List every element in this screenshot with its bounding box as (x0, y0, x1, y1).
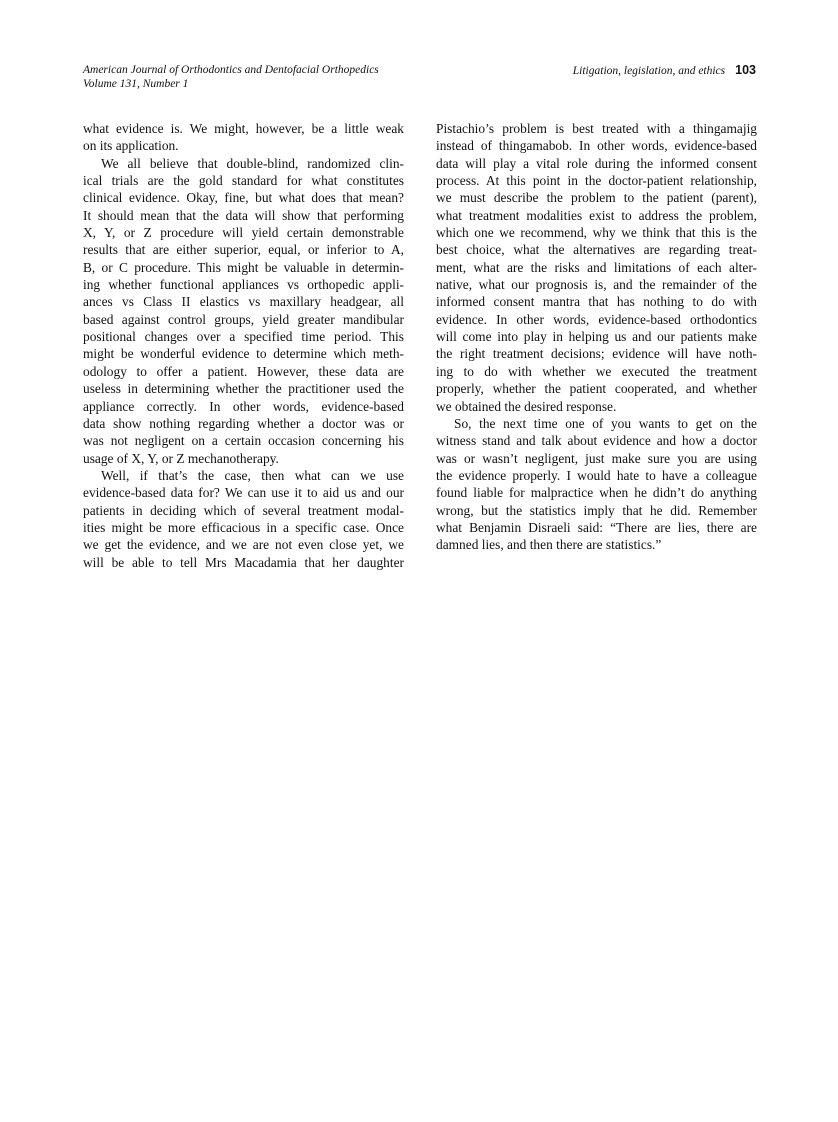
text-line: ing whether functional appliances vs orthopedic appli- (83, 277, 404, 293)
text-line: was or wasn’t negligent, just make sure you are using (436, 450, 757, 466)
text-line: ment, what are the risks and limitations of each alter- (436, 259, 757, 275)
text-line: X, Y, or Z procedure will yield certain demonstrable (83, 225, 404, 241)
text-line: results that are either superior, equal, or inferior to A, (83, 242, 404, 258)
text-line: So, the next time one of you wants to get on the (454, 415, 757, 431)
text-line: ical trials are the gold standard for what constitutes (83, 173, 404, 189)
text-line: data show nothing regarding whether a doctor was or (83, 415, 404, 431)
text-line: Pistachio’s problem is best treated with a thingamajig (436, 121, 757, 136)
paragraph (83, 467, 404, 571)
text-line: appliance correctly. In other words, evidence-based (83, 398, 404, 414)
page-number: 103 (735, 63, 756, 77)
volume-number: Volume 131, Number 1 (83, 78, 189, 90)
text-line: data will play a vital role during the informed consent (436, 155, 757, 171)
text-line: usage of X, Y, or Z mechanotherapy. (83, 450, 279, 466)
text-line: informed consent mantra that has nothing to do with (436, 294, 757, 310)
text-line: based against control groups, yield greater mandibular (83, 311, 404, 327)
running-header-left (83, 63, 379, 91)
text-line: wrong, but the statistics imply that he did. Remember (436, 502, 757, 518)
text-line: the right treatment decisions; evidence will have noth- (436, 346, 757, 362)
text-line: clinical evidence. Okay, fine, but what does that mean? (83, 190, 404, 206)
text-line: Well, if that’s the case, then what can we use (101, 467, 404, 483)
text-line: the evidence properly. I would hate to have a colleague (436, 467, 757, 483)
text-line: witness stand and talk about evidence and how a doctor (436, 433, 757, 449)
section-title: Litigation, legislation, and ethics (572, 65, 726, 77)
text-line: We all believe that double-blind, randomized clin- (101, 155, 404, 171)
text-line: will be able to tell Mrs Macadamia that her daughter (83, 554, 404, 570)
paragraph (436, 120, 757, 415)
text-line: positional changes over a specified time period. This (83, 329, 404, 345)
text-column-right (436, 120, 757, 554)
text-line: native, what our prognosis is, and the remainder of the (436, 277, 757, 293)
paragraph (83, 120, 404, 155)
text-line: which one we recommend, why we think that this is the (436, 225, 757, 241)
text-line: properly, whether the patient cooperated, and whether (436, 381, 757, 397)
text-line: useless in determining whether the practitioner used the (83, 381, 404, 397)
text-line: damned lies, and then there are statistics.” (436, 537, 662, 553)
text-line: ances vs Class II elastics vs maxillary headgear, all (83, 294, 404, 310)
text-line: odology to offer a patient. However, these data are (83, 363, 404, 379)
text-line: evidence-based data for? We can use it to aid us and our (83, 485, 404, 501)
text-line: patients in deciding which of several treatment modal- (83, 502, 404, 518)
running-header-right (573, 63, 756, 78)
text-line: what Benjamin Disraeli said: “There are lies, there are (436, 519, 757, 535)
text-line: ities might be more efficacious in a specific case. Once (83, 519, 404, 535)
text-line: B, or C procedure. This might be valuable in determin- (83, 259, 404, 275)
text-line: was not negligent on a certain occasion concerning his (83, 433, 404, 449)
text-line: we obtained the desired response. (436, 398, 617, 414)
text-line: instead of thingamabob. In other words, evidence-based (436, 138, 757, 154)
paragraph (83, 155, 404, 467)
text-line: found liable for malpractice when he didn’t do anything (436, 485, 757, 501)
text-line: process. At this point in the doctor-patient relationship, (436, 173, 757, 189)
journal-title: American Journal of Orthodontics and Dentofacial Orthopedics (83, 64, 379, 76)
text-column-left (83, 120, 404, 571)
text-line: might be wonderful evidence to determine which meth- (83, 346, 404, 362)
text-line: It should mean that the data will show that performing (83, 207, 404, 223)
text-line: what evidence is. We might, however, be a little weak (83, 121, 404, 136)
text-line: we must describe the problem to the patient (parent), (436, 190, 757, 206)
paragraph (436, 415, 757, 554)
text-line: on its application. (83, 138, 179, 154)
text-line: ing to do with whether we executed the treatment (436, 363, 757, 379)
text-line: we get the evidence, and we are not even close yet, we (83, 537, 404, 553)
text-line: best choice, what the alternatives are regarding treat- (436, 242, 757, 258)
text-line: evidence. In other words, evidence-based orthodontics (436, 311, 757, 327)
text-line: what treatment modalities exist to address the problem, (436, 207, 757, 223)
text-line: will come into play in helping us and our patients make (436, 329, 757, 345)
